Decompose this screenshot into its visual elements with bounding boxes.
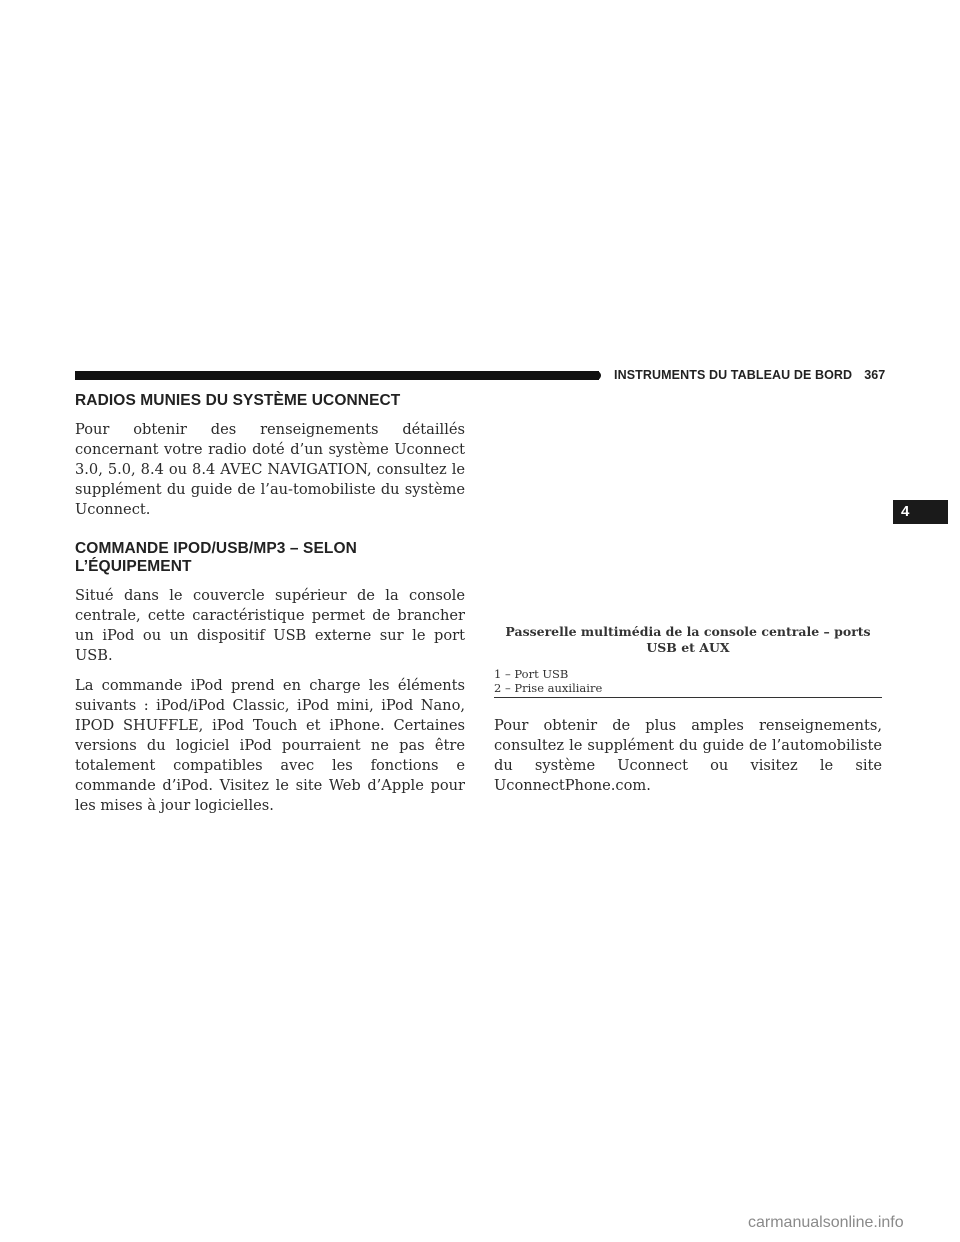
watermark: carmanualsonline.info <box>748 1214 904 1231</box>
paragraph-uconnect: Pour obtenir des renseignements détaillés concernant votre radio doté d’un système Uconnect 3.0, 5.0, 8.4 ou 8.4 AVEC NAVIGATION, consultez le supplément du guide de l’au-tomobiliste du système Uconnect. <box>75 421 465 518</box>
section-heading-ipod: COMMANDE IPOD/USB/MP3 – SELON L’ÉQUIPEMENT <box>75 540 357 575</box>
right-column <box>494 716 882 806</box>
figure-legend <box>494 667 882 695</box>
paragraph-more-info: Pour obtenir de plus amples renseignements, consultez le supplément du guide de l’automobiliste du système Uconnect ou visitez le site UconnectPhone.com. <box>494 717 882 794</box>
running-head-title: INSTRUMENTS DU TABLEAU DE BORD <box>614 368 853 382</box>
running-head <box>614 368 885 382</box>
chapter-tab: 4 <box>893 500 948 524</box>
section-heading-uconnect: RADIOS MUNIES DU SYSTÈME UCONNECT <box>75 392 401 409</box>
figure-caption: Passerelle multimédia de la console centrale – ports USB et AUX <box>505 624 871 655</box>
header-rule <box>75 371 599 380</box>
page-number: 367 <box>864 368 886 382</box>
legend-item: 1 – Port USB <box>494 667 569 681</box>
legend-divider <box>494 697 882 698</box>
paragraph-ipod-location: Situé dans le couvercle supérieur de la console centrale, cette caractéristique permet de brancher un iPod ou un dispositif USB externe sur le port USB. <box>75 587 465 664</box>
left-column <box>75 392 465 826</box>
paragraph-ipod-compat: La commande iPod prend en charge les éléments suivants : iPod/iPod Classic, iPod mini, iPod Nano, IPOD SHUFFLE, iPod Touch et iPhone. Certaines versions du logiciel iPod pourraient ne pas être totalement compatibles avec les fonctions e commande d’iPod. Visitez le site Web d’Apple pour les mises à jour logicielles. <box>75 677 465 814</box>
legend-item: 2 – Prise auxiliaire <box>494 681 603 695</box>
